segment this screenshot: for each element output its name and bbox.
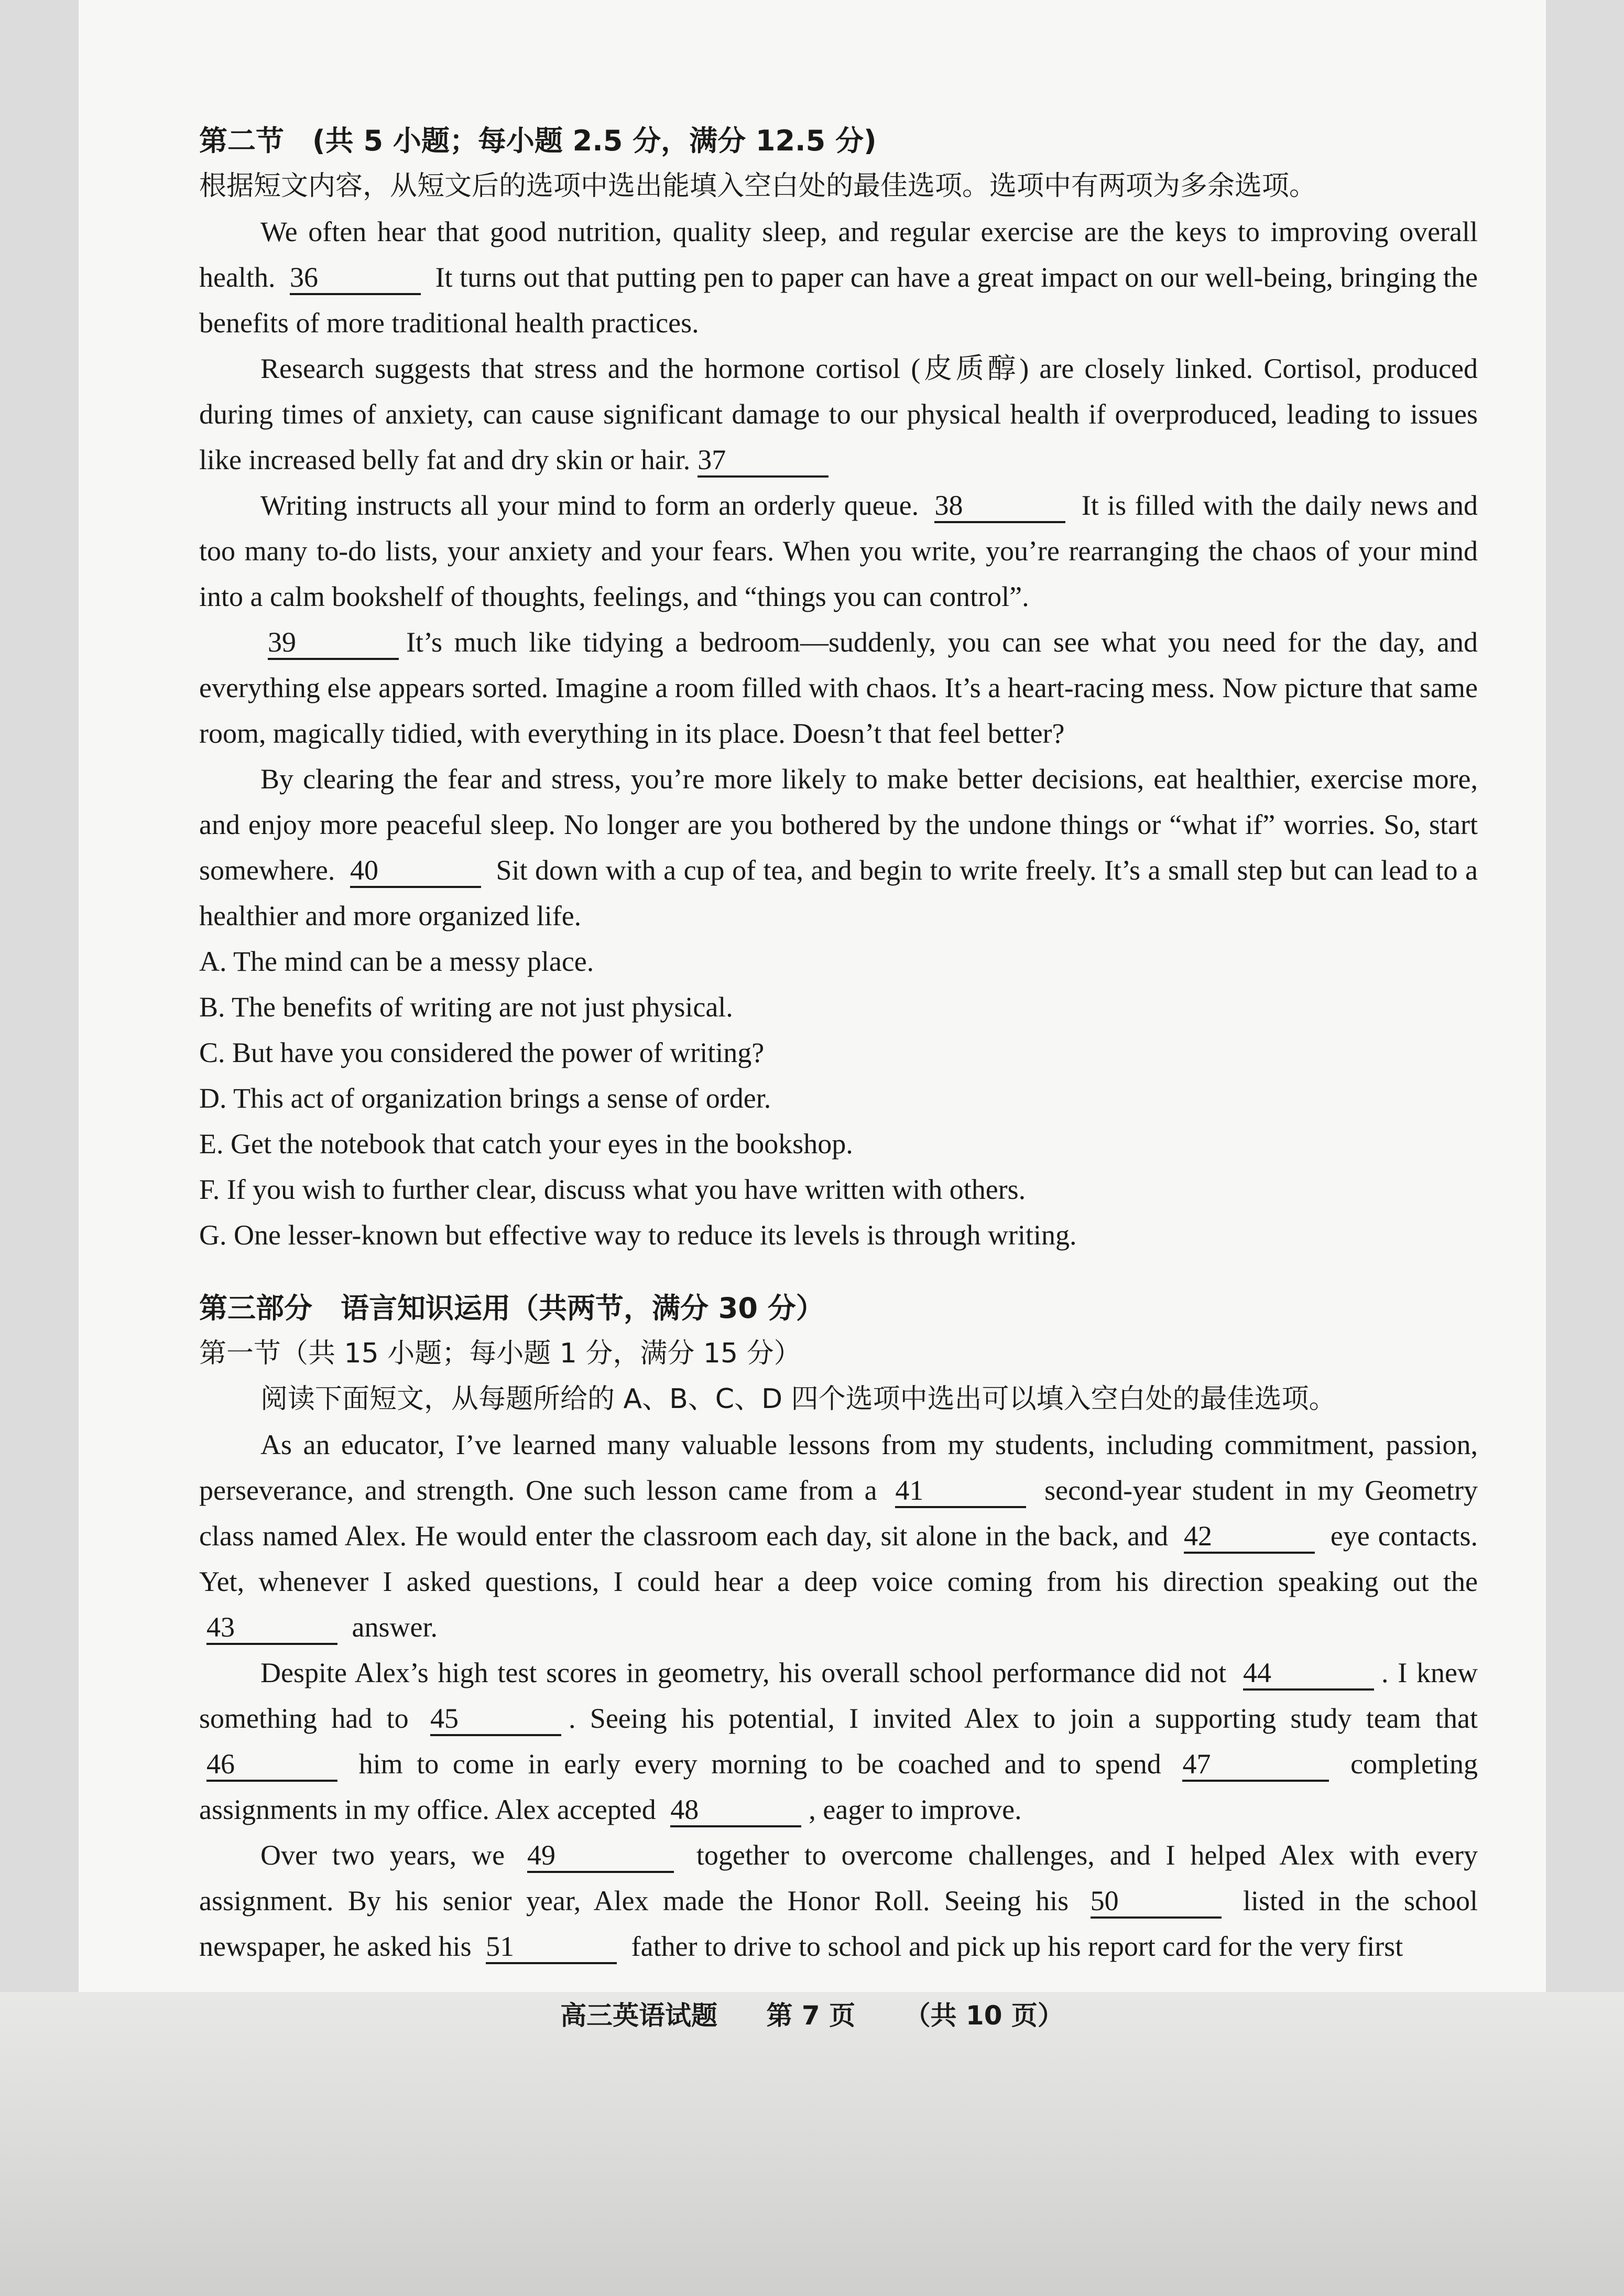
footer-total-pages: （共 10 页） bbox=[904, 2000, 1064, 2031]
answer-blank: 47 bbox=[1182, 1748, 1329, 1782]
option-list bbox=[199, 939, 1478, 1258]
paragraph-text: Over two years, we bbox=[260, 1839, 505, 1871]
paragraph-text: listed in the school newspaper, he asked his bbox=[199, 1885, 1478, 1962]
answer-blank: 44 bbox=[1243, 1657, 1374, 1691]
passage-paragraph bbox=[199, 346, 1478, 483]
answer-blank: 43 bbox=[206, 1611, 337, 1645]
paragraph-text: . Seeing his potential, I invited Alex to join a supporting study team that bbox=[568, 1703, 1478, 1734]
option-item: G. One lesser-known but effective way to reduce its levels is through writing. bbox=[199, 1219, 1077, 1251]
paragraph-text: completing assignments in my office. Alex accepted bbox=[199, 1748, 1478, 1825]
paragraph-text: answer. bbox=[352, 1611, 438, 1643]
passage-paragraph bbox=[199, 1422, 1478, 1650]
paragraph-text: father to drive to school and pick up his report card for the very first bbox=[631, 1931, 1403, 1962]
section-instruction: 根据短文内容，从短文后的选项中选出能填入空白处的最佳选项。选项中有两项为多余选项。 bbox=[199, 170, 1317, 202]
part-heading: 第三部分 语言知识运用（共两节，满分 30 分） bbox=[199, 1292, 824, 1325]
answer-blank: 45 bbox=[430, 1703, 561, 1736]
paragraph-text: It is filled with the daily news and too many to-do lists, your anxiety and your fears. When you write, you’re rearranging the chaos of your mind into a calm bookshelf of thoughts, feelings, and “things you can control”. bbox=[199, 490, 1478, 612]
option-item: E. Get the notebook that catch your eyes in the bookshop. bbox=[199, 1128, 853, 1160]
paragraph-text: , eager to improve. bbox=[809, 1794, 1022, 1825]
paragraph-text: Research suggests that stress and the hormone cortisol (皮质醇) are closely linked. Cortisol, produced during times of anxiety, can cause significant damage to our physical health if overproduced, leading to issues like increased belly fat and dry skin or hair. bbox=[199, 353, 1478, 475]
option-item: F. If you wish to further clear, discuss what you have written with others. bbox=[199, 1174, 1026, 1205]
option-item: C. But have you considered the power of writing? bbox=[199, 1037, 765, 1068]
paragraph-text: Sit down with a cup of tea, and begin to write freely. It’s a small step but can lead to a healthier and more organized life. bbox=[199, 854, 1478, 932]
part-sub-heading: 第一节（共 15 小题；每小题 1 分，满分 15 分） bbox=[199, 1338, 801, 1369]
paragraph-text: second-year student in my Geometry class named Alex. He would enter the classroom each day, sit alone in the back, and bbox=[199, 1475, 1478, 1552]
answer-blank: 40 bbox=[350, 854, 481, 888]
answer-blank: 39 bbox=[268, 626, 399, 660]
option-item: D. This act of organization brings a sense of order. bbox=[199, 1082, 771, 1114]
paragraph-text: By clearing the fear and stress, you’re more likely to make better decisions, eat healthier, exercise more, and enjoy more peaceful sleep. No longer are you bothered by the undone things or “what if” worries. So, start somewhere. bbox=[199, 763, 1478, 886]
answer-blank: 50 bbox=[1091, 1885, 1222, 1919]
paragraph-text: eye contacts. Yet, whenever I asked questions, I could hear a deep voice coming from his direction speaking out the bbox=[199, 1520, 1478, 1597]
part-instruction: 阅读下面短文，从每题所给的 A、B、C、D 四个选项中选出可以填入空白处的最佳选项。 bbox=[260, 1383, 1336, 1415]
answer-blank: 38 bbox=[934, 490, 1065, 523]
answer-blank: 48 bbox=[670, 1794, 801, 1827]
page-content bbox=[199, 118, 1478, 1969]
bottom-shadow bbox=[0, 1992, 1624, 2296]
section-heading: 第二节 (共 5 小题；每小题 2.5 分，满分 12.5 分) bbox=[199, 124, 877, 157]
paragraph-text: It’s much like tidying a bedroom—suddenly, you can see what you need for the day, and everything else appears sorted. Imagine a room filled with chaos. It’s a heart-racing mess. Now picture that same room, magically tidied, with everything in its place. Doesn’t that feel better? bbox=[199, 626, 1478, 749]
paragraph-text: Writing instructs all your mind to form an orderly queue. bbox=[260, 490, 919, 521]
passage-paragraph bbox=[199, 756, 1478, 939]
paragraph-text: It turns out that putting pen to paper can have a great impact on our well-being, bringing the benefits of more traditional health practices. bbox=[199, 262, 1478, 339]
answer-blank: 41 bbox=[895, 1475, 1026, 1508]
answer-blank: 36 bbox=[290, 262, 421, 295]
answer-blank: 51 bbox=[486, 1931, 617, 1964]
passage-paragraph bbox=[199, 483, 1478, 620]
page-footer bbox=[0, 1995, 1624, 2032]
passage-paragraph bbox=[199, 1650, 1478, 1833]
paragraph-text: As an educator, I’ve learned many valuable lessons from my students, including commitment, passion, perseverance, and strength. One such lesson came from a bbox=[199, 1429, 1478, 1506]
passage-paragraph bbox=[199, 209, 1478, 346]
passage-paragraph bbox=[199, 1833, 1478, 1969]
paragraph-text: Despite Alex’s high test scores in geometry, his overall school performance did not bbox=[260, 1657, 1227, 1688]
paragraph-text: together to overcome challenges, and I helped Alex with every assignment. By his senior year, Alex made the Honor Roll. Seeing his bbox=[199, 1839, 1478, 1916]
paragraph-text: . I knew something had to bbox=[199, 1657, 1478, 1734]
answer-blank: 37 bbox=[697, 444, 829, 478]
answer-blank: 49 bbox=[527, 1839, 674, 1873]
footer-page-number: 第 7 页 bbox=[766, 2000, 856, 2031]
paragraph-text: We often hear that good nutrition, quality sleep, and regular exercise are the keys to improving overall health. bbox=[199, 216, 1478, 293]
option-item: A. The mind can be a messy place. bbox=[199, 946, 594, 977]
answer-blank: 46 bbox=[206, 1748, 337, 1782]
passage-paragraph bbox=[199, 620, 1478, 756]
paragraph-text: him to come in early every morning to be coached and to spend bbox=[358, 1748, 1161, 1780]
footer-title: 高三英语试题 bbox=[560, 2000, 718, 2031]
option-item: B. The benefits of writing are not just physical. bbox=[199, 991, 733, 1023]
answer-blank: 42 bbox=[1184, 1520, 1315, 1554]
spacer bbox=[199, 1258, 1478, 1285]
